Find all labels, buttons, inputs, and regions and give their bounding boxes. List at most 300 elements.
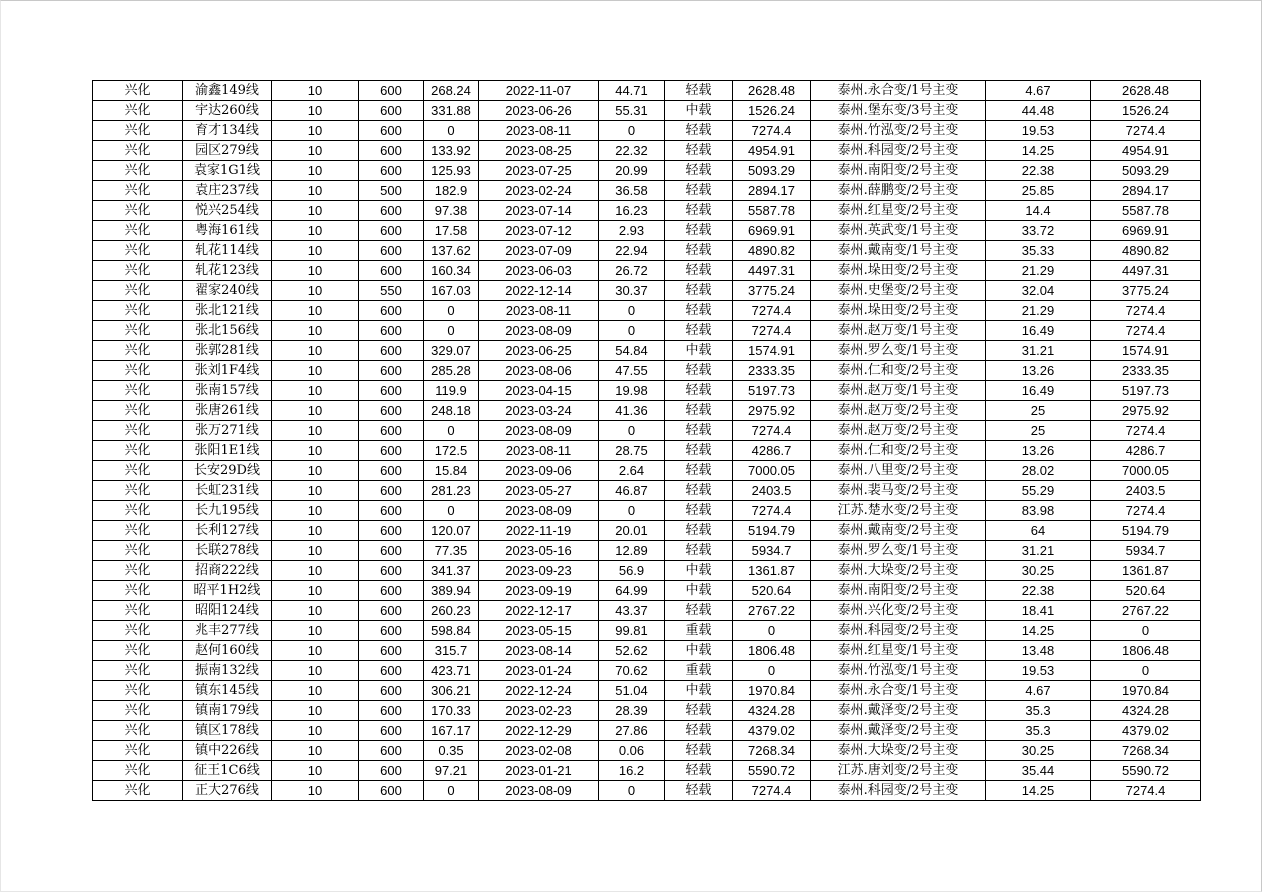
cell-date: 2023-04-15 — [479, 381, 599, 401]
cell-line: 宇达260线 — [183, 101, 272, 121]
cell-rate: 16.23 — [599, 201, 665, 221]
cell-trate: 14.25 — [986, 141, 1091, 161]
cell-trate: 16.49 — [986, 381, 1091, 401]
cell-line: 张唐261线 — [183, 401, 272, 421]
cell-level: 中载 — [665, 561, 733, 581]
cell-level: 轻载 — [665, 741, 733, 761]
table-row — [93, 721, 1201, 741]
cell-amp: 600 — [359, 161, 424, 181]
cell-trate: 21.29 — [986, 261, 1091, 281]
table-row — [93, 341, 1201, 361]
cell-tcap: 1574.91 — [1091, 341, 1201, 361]
table-row — [93, 141, 1201, 161]
cell-rate: 26.72 — [599, 261, 665, 281]
cell-rate: 16.2 — [599, 761, 665, 781]
cell-trate: 30.25 — [986, 741, 1091, 761]
cell-date: 2023-08-25 — [479, 141, 599, 161]
cell-line: 张万271线 — [183, 421, 272, 441]
cell-tcap: 6969.91 — [1091, 221, 1201, 241]
cell-sub: 泰州.赵万变/1号主变 — [811, 381, 986, 401]
cell-tcap: 1806.48 — [1091, 641, 1201, 661]
cell-trate: 25 — [986, 401, 1091, 421]
cell-kv: 10 — [272, 601, 359, 621]
cell-amp: 550 — [359, 281, 424, 301]
cell-date: 2022-12-29 — [479, 721, 599, 741]
cell-city: 兴化 — [93, 341, 183, 361]
cell-tcap: 5197.73 — [1091, 381, 1201, 401]
cell-tcap: 7274.4 — [1091, 501, 1201, 521]
cell-level: 轻载 — [665, 221, 733, 241]
table-row — [93, 181, 1201, 201]
cell-line: 育才134线 — [183, 121, 272, 141]
cell-kv: 10 — [272, 741, 359, 761]
cell-line: 轧花114线 — [183, 241, 272, 261]
cell-line: 张北121线 — [183, 301, 272, 321]
cell-date: 2023-08-11 — [479, 121, 599, 141]
cell-trate: 19.53 — [986, 661, 1091, 681]
cell-load: 248.18 — [424, 401, 479, 421]
cell-cap: 4890.82 — [733, 241, 811, 261]
cell-line: 昭平1H2线 — [183, 581, 272, 601]
cell-amp: 600 — [359, 481, 424, 501]
cell-kv: 10 — [272, 421, 359, 441]
cell-load: 119.9 — [424, 381, 479, 401]
cell-trate: 13.26 — [986, 441, 1091, 461]
cell-load: 77.35 — [424, 541, 479, 561]
cell-load: 0 — [424, 321, 479, 341]
cell-kv: 10 — [272, 661, 359, 681]
cell-line: 渝鑫149线 — [183, 81, 272, 101]
cell-sub: 泰州.裴马变/2号主变 — [811, 481, 986, 501]
cell-line: 粤海161线 — [183, 221, 272, 241]
cell-load: 0 — [424, 501, 479, 521]
cell-cap: 1806.48 — [733, 641, 811, 661]
cell-amp: 600 — [359, 421, 424, 441]
table-row — [93, 741, 1201, 761]
cell-amp: 600 — [359, 621, 424, 641]
cell-amp: 600 — [359, 461, 424, 481]
cell-trate: 55.29 — [986, 481, 1091, 501]
cell-sub: 泰州.戴南变/1号主变 — [811, 241, 986, 261]
cell-tcap: 5093.29 — [1091, 161, 1201, 181]
cell-rate: 43.37 — [599, 601, 665, 621]
cell-cap: 5587.78 — [733, 201, 811, 221]
cell-cap: 0 — [733, 661, 811, 681]
cell-level: 轻载 — [665, 541, 733, 561]
cell-kv: 10 — [272, 641, 359, 661]
cell-cap: 6969.91 — [733, 221, 811, 241]
cell-trate: 35.44 — [986, 761, 1091, 781]
cell-sub: 泰州.大垛变/2号主变 — [811, 561, 986, 581]
cell-sub: 泰州.科园变/2号主变 — [811, 781, 986, 801]
cell-tcap: 4286.7 — [1091, 441, 1201, 461]
cell-kv: 10 — [272, 381, 359, 401]
cell-tcap: 4379.02 — [1091, 721, 1201, 741]
cell-sub: 泰州.仁和变/2号主变 — [811, 441, 986, 461]
cell-city: 兴化 — [93, 241, 183, 261]
cell-line: 镇区178线 — [183, 721, 272, 741]
cell-sub: 泰州.科园变/2号主变 — [811, 621, 986, 641]
cell-date: 2023-07-09 — [479, 241, 599, 261]
cell-cap: 1574.91 — [733, 341, 811, 361]
cell-line: 镇南179线 — [183, 701, 272, 721]
cell-amp: 600 — [359, 701, 424, 721]
cell-amp: 600 — [359, 741, 424, 761]
cell-city: 兴化 — [93, 741, 183, 761]
cell-kv: 10 — [272, 161, 359, 181]
cell-city: 兴化 — [93, 781, 183, 801]
cell-sub: 泰州.史堡变/2号主变 — [811, 281, 986, 301]
cell-city: 兴化 — [93, 561, 183, 581]
cell-city: 兴化 — [93, 401, 183, 421]
cell-sub: 泰州.红星变/2号主变 — [811, 201, 986, 221]
cell-cap: 3775.24 — [733, 281, 811, 301]
cell-cap: 7274.4 — [733, 501, 811, 521]
cell-rate: 22.32 — [599, 141, 665, 161]
cell-amp: 600 — [359, 141, 424, 161]
cell-city: 兴化 — [93, 501, 183, 521]
cell-level: 轻载 — [665, 81, 733, 101]
cell-amp: 600 — [359, 261, 424, 281]
cell-load: 268.24 — [424, 81, 479, 101]
cell-load: 167.17 — [424, 721, 479, 741]
cell-level: 轻载 — [665, 361, 733, 381]
cell-tcap: 5194.79 — [1091, 521, 1201, 541]
cell-level: 中载 — [665, 641, 733, 661]
cell-line: 招商222线 — [183, 561, 272, 581]
cell-sub: 泰州.赵万变/1号主变 — [811, 321, 986, 341]
cell-level: 轻载 — [665, 301, 733, 321]
cell-load: 285.28 — [424, 361, 479, 381]
cell-line: 翟家240线 — [183, 281, 272, 301]
cell-city: 兴化 — [93, 701, 183, 721]
cell-trate: 13.48 — [986, 641, 1091, 661]
cell-amp: 600 — [359, 301, 424, 321]
cell-trate: 25 — [986, 421, 1091, 441]
cell-rate: 0 — [599, 781, 665, 801]
cell-kv: 10 — [272, 101, 359, 121]
table-row — [93, 401, 1201, 421]
cell-kv: 10 — [272, 541, 359, 561]
cell-kv: 10 — [272, 561, 359, 581]
cell-city: 兴化 — [93, 441, 183, 461]
cell-kv: 10 — [272, 401, 359, 421]
cell-kv: 10 — [272, 721, 359, 741]
cell-sub: 江苏.唐刘变/2号主变 — [811, 761, 986, 781]
cell-line: 张郭281线 — [183, 341, 272, 361]
cell-date: 2022-11-19 — [479, 521, 599, 541]
cell-amp: 600 — [359, 221, 424, 241]
cell-amp: 600 — [359, 661, 424, 681]
cell-tcap: 2403.5 — [1091, 481, 1201, 501]
cell-cap: 5197.73 — [733, 381, 811, 401]
cell-rate: 55.31 — [599, 101, 665, 121]
cell-trate: 22.38 — [986, 581, 1091, 601]
cell-load: 17.58 — [424, 221, 479, 241]
cell-amp: 600 — [359, 501, 424, 521]
cell-rate: 0 — [599, 121, 665, 141]
cell-rate: 0 — [599, 421, 665, 441]
cell-amp: 600 — [359, 441, 424, 461]
cell-trate: 22.38 — [986, 161, 1091, 181]
cell-kv: 10 — [272, 321, 359, 341]
cell-tcap: 2333.35 — [1091, 361, 1201, 381]
cell-level: 轻载 — [665, 481, 733, 501]
cell-cap: 7000.05 — [733, 461, 811, 481]
cell-kv: 10 — [272, 501, 359, 521]
cell-tcap: 1526.24 — [1091, 101, 1201, 121]
cell-sub: 泰州.仁和变/2号主变 — [811, 361, 986, 381]
cell-sub: 泰州.科园变/2号主变 — [811, 141, 986, 161]
cell-city: 兴化 — [93, 321, 183, 341]
cell-sub: 泰州.赵万变/2号主变 — [811, 401, 986, 421]
cell-city: 兴化 — [93, 281, 183, 301]
cell-load: 331.88 — [424, 101, 479, 121]
cell-sub: 泰州.竹泓变/2号主变 — [811, 121, 986, 141]
cell-load: 329.07 — [424, 341, 479, 361]
cell-line: 张阳1E1线 — [183, 441, 272, 461]
cell-tcap: 5934.7 — [1091, 541, 1201, 561]
cell-cap: 520.64 — [733, 581, 811, 601]
cell-trate: 35.33 — [986, 241, 1091, 261]
cell-tcap: 2767.22 — [1091, 601, 1201, 621]
cell-city: 兴化 — [93, 721, 183, 741]
table-row — [93, 781, 1201, 801]
cell-sub: 泰州.戴南变/2号主变 — [811, 521, 986, 541]
table-row — [93, 701, 1201, 721]
cell-date: 2023-09-06 — [479, 461, 599, 481]
cell-kv: 10 — [272, 301, 359, 321]
cell-trate: 25.85 — [986, 181, 1091, 201]
cell-load: 182.9 — [424, 181, 479, 201]
cell-date: 2023-08-11 — [479, 441, 599, 461]
cell-level: 轻载 — [665, 501, 733, 521]
cell-kv: 10 — [272, 621, 359, 641]
cell-date: 2023-02-23 — [479, 701, 599, 721]
cell-date: 2023-05-15 — [479, 621, 599, 641]
cell-amp: 600 — [359, 341, 424, 361]
cell-kv: 10 — [272, 361, 359, 381]
table-row — [93, 621, 1201, 641]
cell-rate: 12.89 — [599, 541, 665, 561]
cell-date: 2023-02-24 — [479, 181, 599, 201]
cell-date: 2022-12-14 — [479, 281, 599, 301]
cell-sub: 泰州.罗么变/1号主变 — [811, 341, 986, 361]
cell-trate: 33.72 — [986, 221, 1091, 241]
cell-load: 120.07 — [424, 521, 479, 541]
cell-line: 长九195线 — [183, 501, 272, 521]
cell-kv: 10 — [272, 181, 359, 201]
cell-kv: 10 — [272, 121, 359, 141]
cell-rate: 2.64 — [599, 461, 665, 481]
cell-line: 赵何160线 — [183, 641, 272, 661]
cell-line: 轧花123线 — [183, 261, 272, 281]
cell-date: 2023-01-21 — [479, 761, 599, 781]
cell-date: 2023-07-12 — [479, 221, 599, 241]
cell-tcap: 1970.84 — [1091, 681, 1201, 701]
cell-tcap: 7274.4 — [1091, 121, 1201, 141]
cell-trate: 16.49 — [986, 321, 1091, 341]
cell-sub: 泰州.红星变/1号主变 — [811, 641, 986, 661]
table-row — [93, 481, 1201, 501]
cell-cap: 5194.79 — [733, 521, 811, 541]
cell-trate: 13.26 — [986, 361, 1091, 381]
cell-cap: 7274.4 — [733, 421, 811, 441]
cell-rate: 0 — [599, 501, 665, 521]
cell-trate: 21.29 — [986, 301, 1091, 321]
cell-date: 2023-08-09 — [479, 421, 599, 441]
cell-date: 2023-09-23 — [479, 561, 599, 581]
cell-amp: 600 — [359, 121, 424, 141]
cell-city: 兴化 — [93, 361, 183, 381]
table-row — [93, 121, 1201, 141]
table-body — [93, 81, 1201, 801]
cell-city: 兴化 — [93, 521, 183, 541]
feeder-load-table — [92, 80, 1201, 801]
cell-amp: 600 — [359, 761, 424, 781]
cell-rate: 51.04 — [599, 681, 665, 701]
cell-line: 张刘1F4线 — [183, 361, 272, 381]
cell-load: 167.03 — [424, 281, 479, 301]
cell-sub: 泰州.大垛变/2号主变 — [811, 741, 986, 761]
cell-cap: 4379.02 — [733, 721, 811, 741]
cell-trate: 64 — [986, 521, 1091, 541]
cell-sub: 泰州.竹泓变/1号主变 — [811, 661, 986, 681]
cell-level: 轻载 — [665, 181, 733, 201]
cell-tcap: 5590.72 — [1091, 761, 1201, 781]
cell-rate: 52.62 — [599, 641, 665, 661]
cell-rate: 36.58 — [599, 181, 665, 201]
cell-sub: 泰州.垛田变/2号主变 — [811, 301, 986, 321]
cell-sub: 泰州.南阳变/2号主变 — [811, 581, 986, 601]
cell-load: 125.93 — [424, 161, 479, 181]
cell-tcap: 5587.78 — [1091, 201, 1201, 221]
cell-date: 2023-09-19 — [479, 581, 599, 601]
cell-sub: 泰州.永合变/1号主变 — [811, 681, 986, 701]
cell-rate: 0 — [599, 301, 665, 321]
cell-amp: 600 — [359, 561, 424, 581]
cell-date: 2023-08-09 — [479, 781, 599, 801]
cell-trate: 14.25 — [986, 621, 1091, 641]
cell-load: 281.23 — [424, 481, 479, 501]
table-row — [93, 561, 1201, 581]
cell-level: 轻载 — [665, 761, 733, 781]
cell-level: 轻载 — [665, 701, 733, 721]
cell-rate: 19.98 — [599, 381, 665, 401]
cell-sub: 泰州.罗么变/1号主变 — [811, 541, 986, 561]
cell-city: 兴化 — [93, 261, 183, 281]
cell-trate: 30.25 — [986, 561, 1091, 581]
cell-amp: 600 — [359, 241, 424, 261]
table-row — [93, 441, 1201, 461]
cell-amp: 600 — [359, 681, 424, 701]
cell-trate: 14.25 — [986, 781, 1091, 801]
cell-city: 兴化 — [93, 161, 183, 181]
cell-date: 2023-05-16 — [479, 541, 599, 561]
cell-cap: 4286.7 — [733, 441, 811, 461]
cell-cap: 5590.72 — [733, 761, 811, 781]
cell-rate: 2.93 — [599, 221, 665, 241]
cell-trate: 32.04 — [986, 281, 1091, 301]
cell-rate: 28.75 — [599, 441, 665, 461]
cell-date: 2023-07-25 — [479, 161, 599, 181]
cell-line: 镇东145线 — [183, 681, 272, 701]
cell-cap: 5093.29 — [733, 161, 811, 181]
cell-tcap: 7274.4 — [1091, 421, 1201, 441]
table-row — [93, 641, 1201, 661]
cell-date: 2023-08-09 — [479, 321, 599, 341]
cell-amp: 600 — [359, 321, 424, 341]
cell-rate: 54.84 — [599, 341, 665, 361]
cell-cap: 4324.28 — [733, 701, 811, 721]
cell-line: 悦兴254线 — [183, 201, 272, 221]
cell-line: 镇中226线 — [183, 741, 272, 761]
cell-kv: 10 — [272, 281, 359, 301]
cell-date: 2023-08-06 — [479, 361, 599, 381]
cell-trate: 19.53 — [986, 121, 1091, 141]
cell-cap: 2628.48 — [733, 81, 811, 101]
cell-tcap: 1361.87 — [1091, 561, 1201, 581]
cell-kv: 10 — [272, 441, 359, 461]
table-row — [93, 321, 1201, 341]
cell-load: 598.84 — [424, 621, 479, 641]
cell-level: 轻载 — [665, 421, 733, 441]
cell-sub: 泰州.南阳变/2号主变 — [811, 161, 986, 181]
cell-load: 260.23 — [424, 601, 479, 621]
cell-kv: 10 — [272, 141, 359, 161]
cell-rate: 41.36 — [599, 401, 665, 421]
cell-date: 2023-03-24 — [479, 401, 599, 421]
cell-cap: 4954.91 — [733, 141, 811, 161]
cell-city: 兴化 — [93, 641, 183, 661]
cell-cap: 1361.87 — [733, 561, 811, 581]
cell-level: 轻载 — [665, 161, 733, 181]
cell-level: 轻载 — [665, 441, 733, 461]
cell-rate: 22.94 — [599, 241, 665, 261]
cell-rate: 56.9 — [599, 561, 665, 581]
cell-cap: 7274.4 — [733, 121, 811, 141]
cell-line: 长联278线 — [183, 541, 272, 561]
cell-city: 兴化 — [93, 481, 183, 501]
cell-rate: 0 — [599, 321, 665, 341]
cell-sub: 泰州.英武变/1号主变 — [811, 221, 986, 241]
cell-tcap: 7274.4 — [1091, 781, 1201, 801]
table-row — [93, 201, 1201, 221]
cell-kv: 10 — [272, 341, 359, 361]
cell-level: 轻载 — [665, 721, 733, 741]
cell-date: 2023-06-03 — [479, 261, 599, 281]
cell-amp: 500 — [359, 181, 424, 201]
cell-line: 张南157线 — [183, 381, 272, 401]
cell-city: 兴化 — [93, 381, 183, 401]
cell-tcap: 520.64 — [1091, 581, 1201, 601]
cell-tcap: 2894.17 — [1091, 181, 1201, 201]
table-row — [93, 241, 1201, 261]
cell-city: 兴化 — [93, 101, 183, 121]
cell-rate: 20.01 — [599, 521, 665, 541]
cell-cap: 4497.31 — [733, 261, 811, 281]
cell-trate: 14.4 — [986, 201, 1091, 221]
table-row — [93, 681, 1201, 701]
cell-amp: 600 — [359, 381, 424, 401]
cell-load: 306.21 — [424, 681, 479, 701]
cell-cap: 2975.92 — [733, 401, 811, 421]
cell-date: 2023-01-24 — [479, 661, 599, 681]
cell-level: 重载 — [665, 661, 733, 681]
cell-cap: 1526.24 — [733, 101, 811, 121]
cell-level: 重载 — [665, 621, 733, 641]
cell-load: 133.92 — [424, 141, 479, 161]
